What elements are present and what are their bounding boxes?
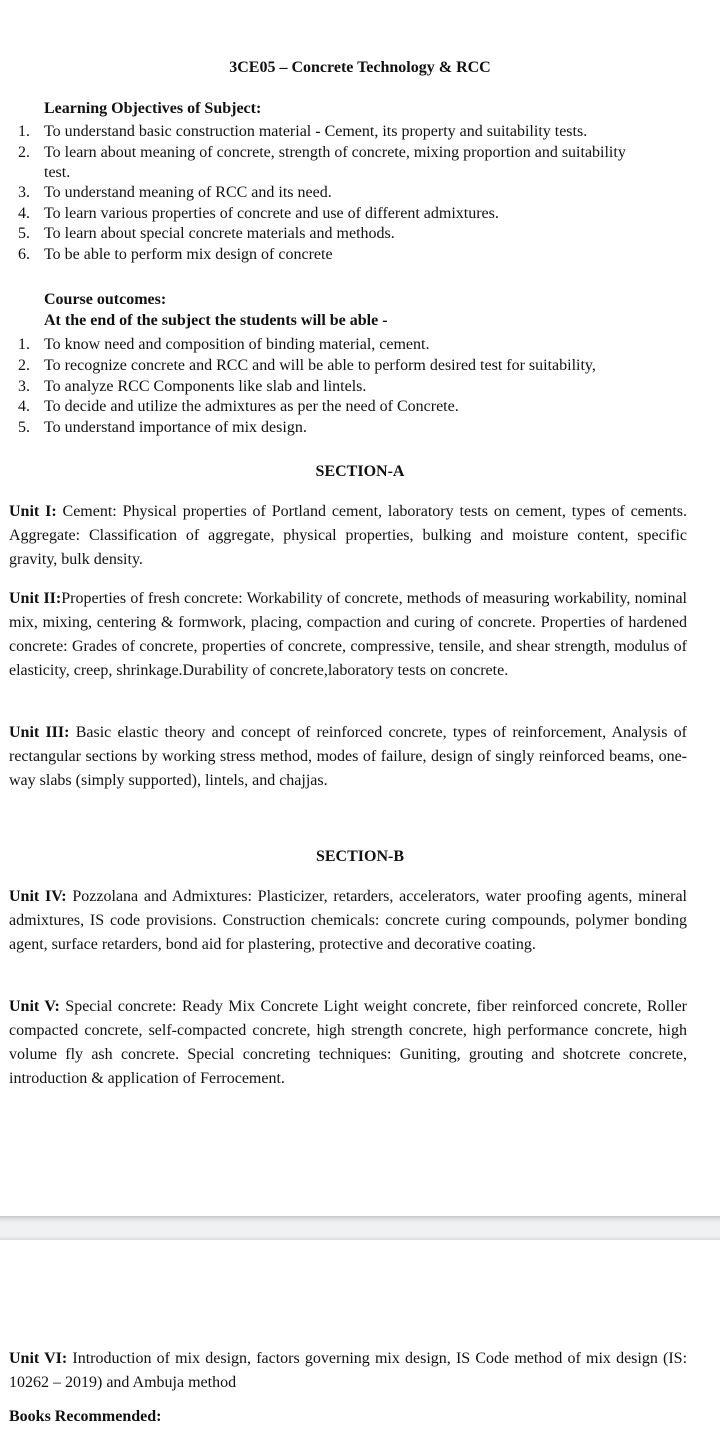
unit-v-paragraph: Unit V: Special concrete: Ready Mix Concrete Light weight concrete, fiber reinforced concrete, Roller compacted concrete, self-compacted concrete, high strength concrete, high performance concrete, high volume fly ash concrete. Special concreting techniques: Guniting, grouting and shotcrete concrete, introduction & application of Ferrocement. xyxy=(9,998,687,1087)
unit-vi-label: Unit VI: xyxy=(9,1350,68,1367)
objectives-heading: Learning Objectives of Subject: xyxy=(44,100,262,117)
unit-vi-paragraph: Unit VI: Introduction of mix design, factors governing mix design, IS Code method of mix design (IS: 10262 – 2019) and Ambuja method xyxy=(9,1350,688,1391)
section-b-heading: SECTION-B xyxy=(315,848,405,865)
unit-i-paragraph: Unit I: Cement: Physical properties of Portland cement, laboratory tests on cement, types of cements. Aggregate: Classification of aggregate, physical properties, bulking and moisture content, specific gravity, bulk density. xyxy=(9,503,688,568)
objective-item: 6. To be able to perform mix design of concrete xyxy=(18,246,333,264)
objectives-list xyxy=(0,122,684,266)
outcome-item: 1. To know need and composition of binding material, cement. xyxy=(18,336,430,353)
objective-item: 1. To understand basic construction material - Cement, its property and suitability tests. xyxy=(18,123,588,140)
unit-i-label: Unit I: xyxy=(9,503,57,520)
page-separator xyxy=(0,1216,720,1240)
unit-v-label: Unit V: xyxy=(9,998,60,1015)
objective-item: 2. To learn about meaning of concrete, strength of concrete, mixing proportion and suitability test. xyxy=(18,143,626,181)
objective-item: 5. To learn about special concrete materials and methods. xyxy=(18,225,395,243)
section-a-heading: SECTION-A xyxy=(315,463,405,480)
objective-item: 3. To understand meaning of RCC and its need. xyxy=(18,183,332,201)
document-page-2 xyxy=(0,1240,720,1440)
outcome-item: 2. To recognize concrete and RCC and will be able to perform desired test for suitability, xyxy=(18,356,596,374)
books-recommended-heading: Books Recommended: xyxy=(9,1408,162,1425)
unit-iv-paragraph: Unit IV: Pozzolana and Admixtures: Plasticizer, retarders, accelerators, water proofing agents, mineral admixtures, IS code provisions. Construction chemicals: concrete curing compounds, polymer bonding agent, surface retarders, bond aid for plastering, protective and decorative coating. xyxy=(9,888,687,953)
outcomes-list xyxy=(0,335,684,439)
unit-iv-label: Unit IV: xyxy=(9,888,67,905)
unit-iii-paragraph: Unit III: Basic elastic theory and concept of reinforced concrete, types of reinforcement, Analysis of rectangular sections by working stress method, modes of failure, design of singly reinforced beams, one-way slabs (simply supported), lintels, and chajjas. xyxy=(9,724,688,789)
unit-ii-paragraph: Unit II:Properties of fresh concrete: Workability of concrete, methods of measuring workability, nominal mix, mixing, centering & formwork, placing, compaction and curing of concrete. Properties of hardened concrete: Grades of concrete, properties of concrete, compressive, tensile, and shear strength, modulus of elasticity, creep, shrinkage.Durability of concrete,laboratory tests on concrete. xyxy=(9,590,688,679)
unit-iii-label: Unit III: xyxy=(9,724,70,741)
objective-item: 4. To learn various properties of concrete and use of different admixtures. xyxy=(18,204,499,222)
outcome-item: 5. To understand importance of mix design. xyxy=(18,419,307,437)
outcome-item: 3. To analyze RCC Components like slab and lintels. xyxy=(18,377,367,395)
outcomes-subheading: At the end of the subject the students will be able - xyxy=(44,312,388,329)
outcome-item: 4. To decide and utilize the admixtures as per the need of Concrete. xyxy=(18,398,459,416)
outcomes-heading: Course outcomes: xyxy=(44,291,167,308)
course-title: 3CE05 – Concrete Technology & RCC xyxy=(229,59,491,76)
unit-ii-label: Unit II: xyxy=(9,590,62,607)
